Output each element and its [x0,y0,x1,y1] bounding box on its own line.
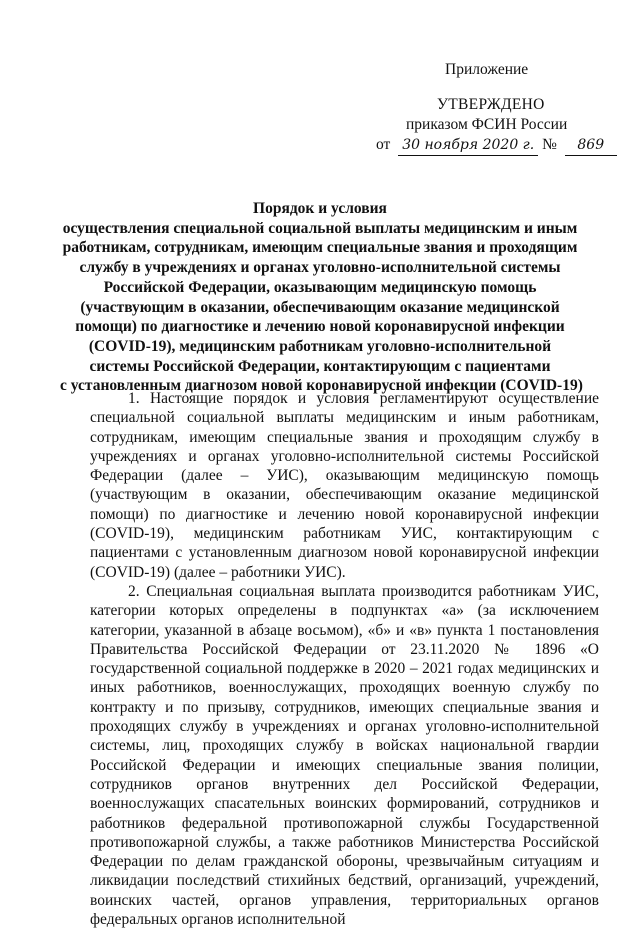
handwritten-date: 30 ноября 2020 г. [398,135,538,156]
date-prefix: от [376,136,391,153]
order-label: приказом ФСИН России [406,116,568,133]
title-line: помощи) по диагностике и лечению новой коронавирусной инфекции [75,318,565,336]
title-line: работникам, сотрудникам, имеющим специальные звания и проходящим [62,239,578,257]
title-line: Порядок и условия [253,200,387,217]
title-line: системы Российской Федерации, контактирующим с пациентами [89,357,551,375]
paragraph-2: 2. Специальная социальная выплата производится работникам УИС, категории которых определены в подпунктах «а» (за исключением категории, указанной в абзаце восьмом), «б» и «в» пункта 1 постановления Правительства Российской Федерации от 23.11.2020 № 1896 «О государственной социальной поддержке в 2020 – 2021 годах медицинских и иных работников, военнослужащих, проходящих военную службу по контракту и по призыву, сотрудников, имеющих специальные звания и проходящих службу в учреждениях и органах уголовно-исполнительной системы, лиц, проходящих службу в войсках национальной гвардии Российской Федерации и имеющих специальные звания полиции, сотрудников органов внутренних дел Российской Федерации, военнослужащих спасательных воинских формирований, сотрудников и работников федеральной противопожарной службы Государственной противопожарной службы, а также работников Министерства Российской Федерации по делам гражданской обороны, чрезвычайным ситуациям и ликвидации последствий стихийных бедствий, организаций, учреждений, воинских частей, органов управления, территориальных органов федеральных органов исполнительной [90,582,599,929]
title-line: (участвующим в оказании, обеспечивающим оказание медицинской [80,298,560,316]
title-line: с установленным диагнозом новой коронавирусной инфекции (COVID-19) [60,377,583,395]
document-body [90,389,599,929]
approved-label: УТВЕРЖДЕНО [437,96,545,113]
handwritten-number: 869 [565,135,617,156]
title-line: службу в учреждениях и органах уголовно-исполнительной системы [79,259,561,277]
order-date-line [376,135,617,156]
title-line: Российской Федерации, оказывающим медицинскую помощь [103,278,537,296]
title-line: осуществления специальной социальной выплаты медицинским и иным [62,219,578,237]
number-sign: № [542,136,557,153]
title-line: (COVID-19), медицинским работникам уголовно-исполнительной [88,337,552,355]
paragraph-1: 1. Настоящие порядок и условия регламентируют осуществление специальной социальной выплаты медицинским и иным работникам, сотрудникам, имеющим специальные звания и проходящим службу в учреждениях и органах уголовно-исполнительной системы Российской Федерации (далее – УИС), оказывающим медицинскую помощь (участвующим в оказании, обеспечивающим оказание медицинской помощи) по диагностике и лечению новой коронавирусной инфекции (COVID-19), медицинским работникам УИС, контактирующим с пациентами с установленным диагнозом новой коронавирусной инфекции (COVID-19) (далее – работники УИС). [90,390,599,581]
document-title [60,199,583,396]
appendix-label: Приложение [445,61,529,78]
